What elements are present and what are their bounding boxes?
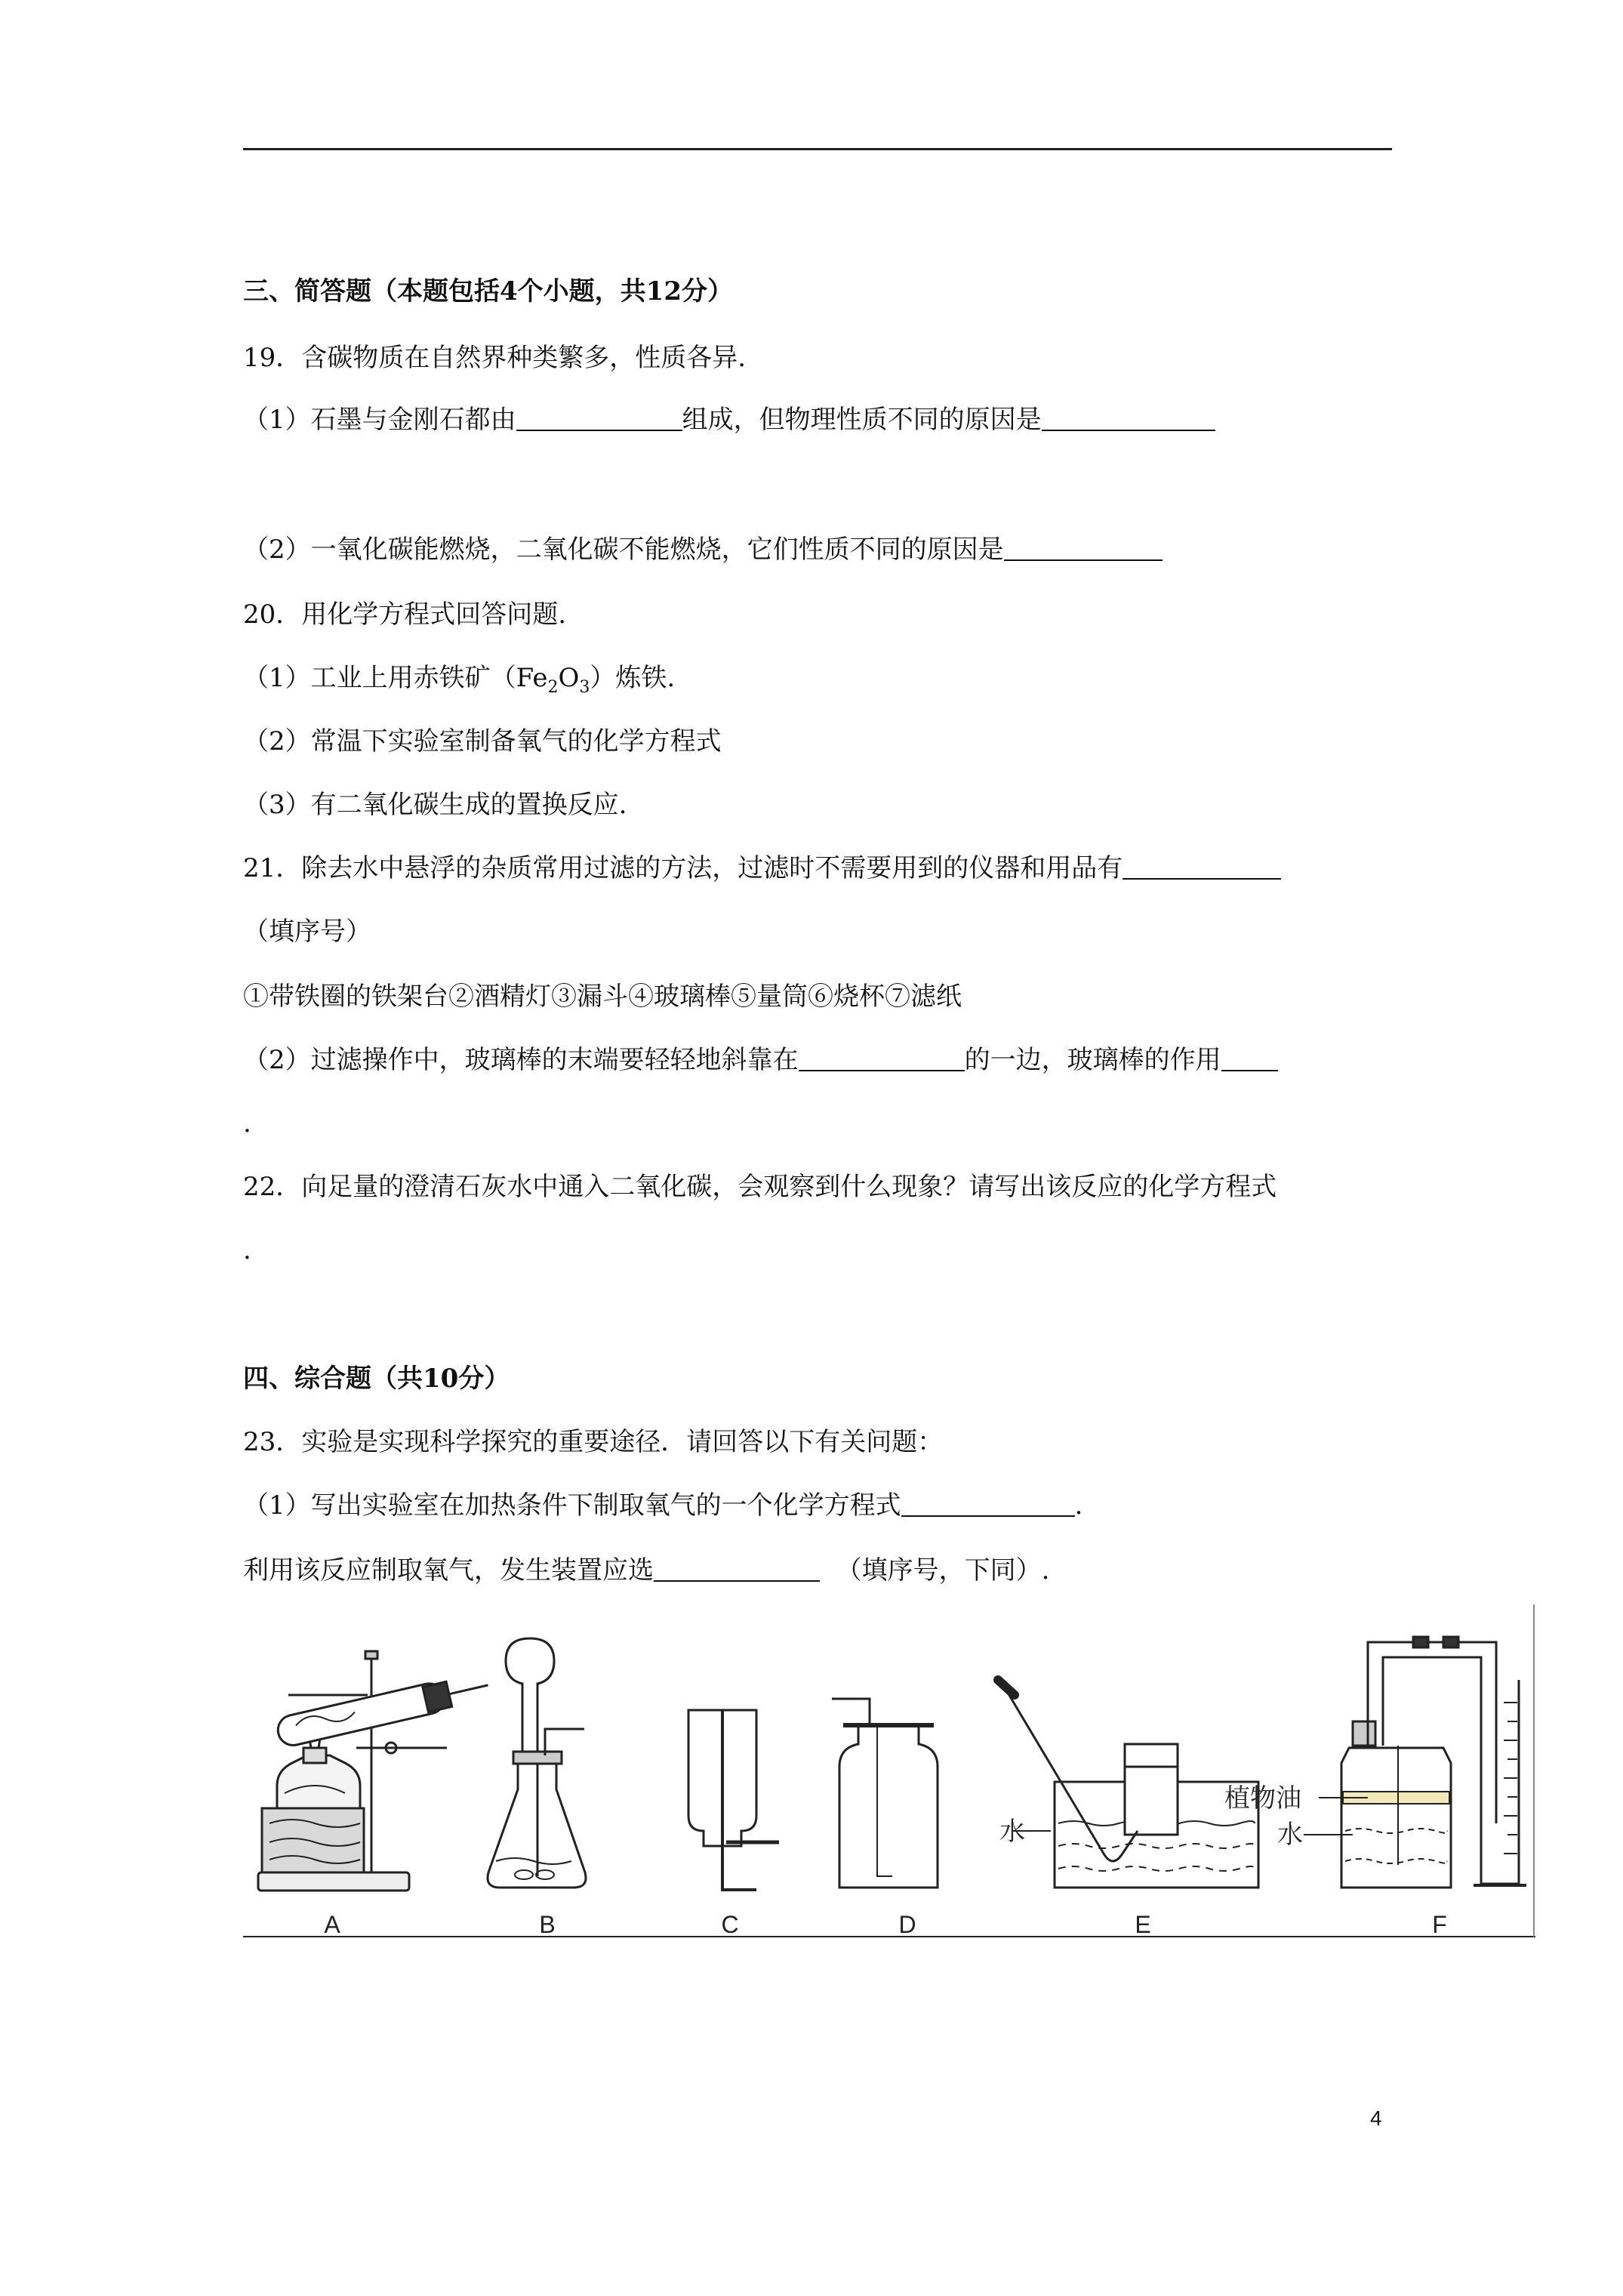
q23-part2 — [243, 1554, 1049, 1587]
apparatus-c — [688, 1710, 779, 1890]
subscript: 2 — [547, 677, 559, 697]
q21-stem — [243, 852, 1281, 885]
q19-part1 — [243, 403, 1215, 436]
answer-blank[interactable] — [516, 405, 682, 431]
q23-stem: 23．实验是实现科学探究的重要途径．请回答以下有关问题： — [243, 1427, 944, 1457]
q20-part2: （2）常温下实验室制备氧气的化学方程式 — [243, 726, 722, 757]
q21-options: ①带铁圈的铁架台②酒精灯③漏斗④玻璃棒⑤量筒⑥烧杯⑦滤纸 — [243, 982, 962, 1012]
q23-part1-text-a: （1）写出实验室在加热条件下制取氧气的一个化学方程式 — [243, 1490, 901, 1521]
q21-part2-text-a: （2）过滤操作中，玻璃棒的末端要轻轻地斜靠在 — [243, 1045, 799, 1075]
q19-part2 — [243, 533, 1163, 566]
answer-blank[interactable] — [1123, 854, 1281, 880]
page-number: 4 — [1370, 2106, 1382, 2130]
q21-dot: . — [243, 1108, 251, 1139]
q22-stem: 22．向足量的澄清石灰水中通入二氧化碳，会观察到什么现象？请写出该反应的化学方程式 — [243, 1172, 1277, 1202]
apparatus-b — [488, 1638, 586, 1888]
header-rule — [243, 148, 1392, 150]
q23-part1 — [243, 1489, 1083, 1522]
apparatus-f — [1304, 1637, 1526, 1888]
q19-part1-text-b: 组成，但物理性质不同的原因是 — [682, 405, 1042, 435]
apparatus-e — [998, 1680, 1258, 1888]
label-water-e: 水 — [999, 1817, 1025, 1846]
answer-blank[interactable] — [799, 1046, 965, 1071]
q20-part3: （3）有二氧化碳生成的置换反应. — [243, 790, 627, 820]
q22-dot: . — [243, 1235, 251, 1265]
answer-blank[interactable] — [654, 1556, 820, 1582]
q21-part2-text-b: 的一边，玻璃棒的作用 — [964, 1045, 1221, 1075]
label-a: A — [324, 1911, 340, 1938]
q21-stem-text: 21．除去水中悬浮的杂质常用过滤的方法，过滤时不需要用到的仪器和用品有 — [243, 853, 1123, 883]
label-b: B — [539, 1911, 556, 1938]
q19-stem: 19．含碳物质在自然界种类繁多，性质各异. — [243, 343, 747, 373]
label-d: D — [898, 1911, 916, 1938]
apparatus-d — [832, 1699, 938, 1888]
label-e: E — [1135, 1911, 1151, 1938]
answer-blank[interactable] — [1221, 1046, 1278, 1071]
label-water-f: 水 — [1277, 1820, 1303, 1849]
q20-part1-text-b: ）炼铁. — [590, 663, 676, 693]
apparatus-figure — [243, 1604, 1535, 1944]
q19-part2-text: （2）一氧化碳能燃烧，二氧化碳不能燃烧，它们性质不同的原因是 — [243, 535, 1004, 565]
q20-part1-text-a: （1）工业上用赤铁矿（Fe — [243, 663, 548, 693]
section-3-title: 三、简答题（本题包括4个小题，共12分） — [243, 276, 733, 307]
section-4-title: 四、综合题（共10分） — [243, 1364, 510, 1394]
q21-fill-note: （填序号） — [243, 917, 371, 947]
q20-stem: 20．用化学方程式回答问题. — [243, 599, 567, 630]
subscript: 3 — [579, 677, 590, 697]
apparatus-a — [258, 1651, 491, 1891]
q23-part2-text-b: （填序号，下同）. — [836, 1555, 1050, 1586]
q20-part1 — [243, 661, 675, 704]
label-plant-oil: 植物油 — [1224, 1784, 1301, 1813]
q21-part2 — [243, 1043, 1278, 1077]
q20-part1-text-mid: O — [558, 663, 580, 693]
label-c: C — [721, 1911, 739, 1938]
label-f: F — [1432, 1911, 1447, 1938]
q23-part2-text-a: 利用该反应制取氧气，发生装置应选 — [243, 1555, 654, 1586]
answer-blank[interactable] — [1004, 535, 1163, 561]
q19-part1-text-a: （1）石墨与金刚石都由 — [243, 405, 516, 435]
answer-blank[interactable] — [1042, 405, 1215, 431]
answer-blank[interactable] — [901, 1491, 1075, 1517]
q23-part1-text-b: . — [1074, 1490, 1083, 1521]
